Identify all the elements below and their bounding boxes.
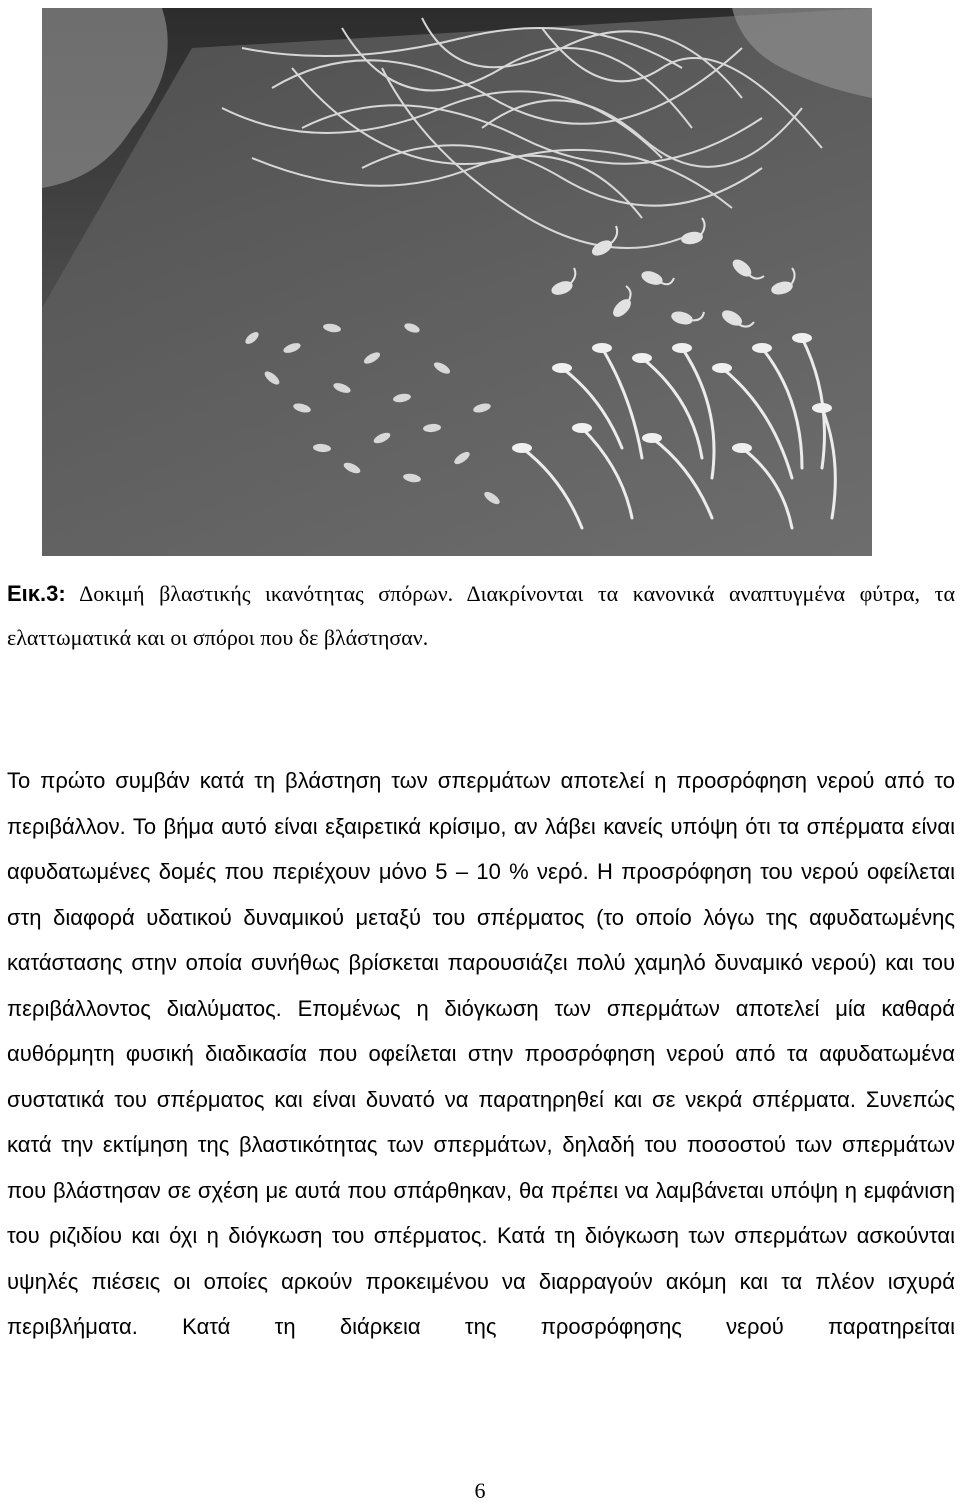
seed-germination-photo — [42, 8, 872, 556]
figure-caption-label: Εικ.3: — [7, 581, 66, 606]
body-paragraph: Το πρώτο συμβάν κατά τη βλάστηση των σπερμάτων αποτελεί η προσρόφηση νερού από το περιβάλλον. Το βήμα αυτό είναι εξαιρετικά κρίσιμο, αν λάβει κανείς υπόψη ότι τα σπέρματα είναι αφυδατωμένες δομές που περιέχουν μόνο 5 – 10 % νερό. Η προσρόφηση του νερού οφείλεται στη διαφορά υδατικού δυναμικού μεταξύ του σπέρματος (το οποίο λόγω της αφυδατωμένης κατάστασης στην οποία συνήθως βρίσκεται παρουσιάζει πολύ χαμηλό δυναμικό νερού) και του περιβάλλοντος διαλύματος. Επομένως η διόγκωση των σπερμάτων αποτελεί μία καθαρά αυθόρμητη φυσική διαδικασία που οφείλεται στην προσρόφηση νερού από τα αφυδατωμένα συστατικά του σπέρματος και είναι δυνατό να παρατηρηθεί και σε νεκρά σπέρματα. Συνεπώς κατά την εκτίμηση της βλαστικότητας των σπερμάτων, δηλαδή του ποσοστού των σπερμάτων που βλάστησαν σε σχέση με αυτά που σπάρθηκαν, θα πρέπει να λαμβάνεται υπόψη η εμφάνιση του ριζιδίου και όχι η διόγκωση του σπέρματος. Κατά τη διόγκωση των σπερμάτων ασκούνται υψηλές πιέσεις οι οποίες αρκούν προκειμένου να διαρραγούν ακόμη και τα πλέον ισχυρά περιβλήματα. Κατά τη διάρκεια της προσρόφησης νερού παρατηρείται — [7, 768, 955, 1339]
figure-caption — [7, 572, 955, 660]
seed-germination-illustration — [42, 8, 872, 556]
page-number: 6 — [474, 1478, 486, 1503]
figure-caption-text: Δοκιμή βλαστικής ικανότητας σπόρων. Διακρίνονται τα κανονικά αναπτυγμένα φύτρα, τα ελαττωματικά και οι σπόροι που δε βλάστησαν. — [7, 581, 955, 650]
